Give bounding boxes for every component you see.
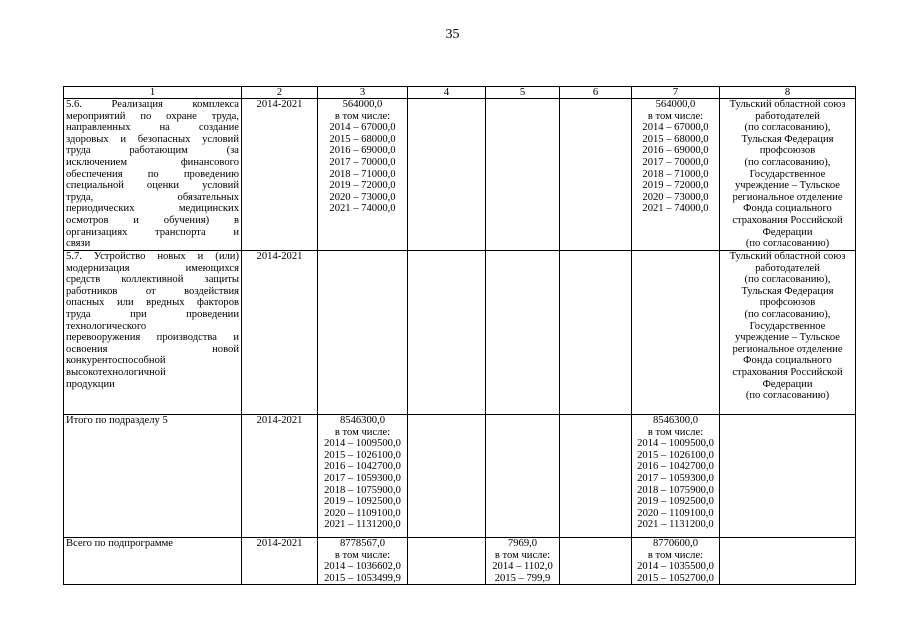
measure-name-line: труда, обязательных: [66, 191, 239, 203]
executor-cell: [720, 415, 856, 538]
executor-line: учреждение – Тульское: [734, 180, 840, 192]
funding-line: в том числе:: [647, 110, 704, 122]
funding-cell: [560, 415, 632, 538]
funding-cell: [560, 99, 632, 251]
measure-name-line: 5.7. Устройство новых и (или): [66, 251, 239, 262]
funding-line: 8778567,0: [339, 538, 386, 549]
funding-cell: [486, 99, 560, 251]
executor-line: Тульская Федерация: [741, 285, 834, 297]
funding-line: 2021 – 74000,0: [642, 203, 709, 215]
measure-name-line: работников от воздействия: [66, 285, 239, 297]
funding-line: 2014 – 1102,0: [492, 561, 553, 573]
column-header: 1: [64, 87, 242, 99]
program-table: [63, 86, 856, 585]
executor-line: профсоюзов: [759, 145, 816, 157]
executor-cell: [720, 538, 856, 585]
funding-cell: [632, 538, 720, 585]
measure-name-cell: [64, 99, 242, 251]
executor-line: региональное отделение: [732, 343, 843, 355]
funding-line: 2014 – 1009500,0: [637, 438, 714, 450]
measure-name-line: организациях транспорта и: [66, 226, 239, 238]
column-header: 5: [486, 87, 560, 99]
measure-name-line: связи: [66, 238, 91, 250]
measure-name-line: осмотров и обучения) в: [66, 214, 239, 226]
funding-line: 2020 – 1109100,0: [637, 507, 714, 519]
executor-line: Федерации: [762, 378, 813, 390]
funding-line: 2018 – 1075900,0: [324, 484, 401, 496]
measure-name-line: направленных на создание: [66, 122, 239, 134]
funding-line: в том числе:: [334, 549, 391, 561]
page-number: 35: [445, 27, 460, 42]
executor-line: Фонда социального: [743, 203, 832, 215]
funding-line: в том числе:: [494, 549, 551, 561]
measure-name-cell: [64, 538, 242, 585]
funding-cell: [318, 99, 408, 251]
executor-line: страхования Российской: [732, 214, 843, 226]
table-row: [64, 415, 856, 538]
funding-line: 2021 – 74000,0: [329, 203, 396, 215]
measure-name-line: Итого по подразделу 5: [66, 415, 168, 426]
column-header: 3: [318, 87, 408, 99]
funding-line: 2014 – 67000,0: [329, 122, 396, 134]
funding-cell: [408, 251, 486, 415]
executor-line: страхования Российской: [732, 366, 843, 378]
funding-cell: [632, 99, 720, 251]
column-number-row: [64, 87, 856, 99]
funding-line: 2017 – 70000,0: [329, 156, 396, 168]
funding-line: 2015 – 1053499,9: [324, 572, 401, 584]
measure-name-line: 5.6. Реализация комплекса: [66, 99, 239, 110]
executor-line: Федерации: [762, 226, 813, 238]
funding-line: 564000,0: [655, 99, 696, 110]
funding-cell: [560, 538, 632, 585]
funding-cell: [318, 251, 408, 415]
funding-cell: [632, 251, 720, 415]
funding-line: в том числе:: [647, 549, 704, 561]
funding-line: 2014 – 1035500,0: [637, 561, 714, 573]
funding-line: 2020 – 73000,0: [642, 191, 709, 203]
executor-cell: [720, 251, 856, 415]
funding-cell: [408, 538, 486, 585]
executor-line: Тульский областной союз: [729, 99, 846, 110]
funding-line: 2017 – 70000,0: [642, 156, 709, 168]
funding-line: в том числе:: [647, 426, 704, 438]
measure-name-cell: [64, 251, 242, 415]
column-header: 7: [632, 87, 720, 99]
funding-line: 2019 – 72000,0: [329, 180, 396, 192]
measure-name-line: мероприятий по охране труда,: [66, 110, 239, 122]
funding-line: 8546300,0: [339, 415, 386, 426]
funding-line: 2015 – 1026100,0: [637, 449, 714, 461]
funding-line: 2018 – 71000,0: [642, 168, 709, 180]
period-cell: 2014-2021: [242, 415, 318, 538]
funding-line: 8770600,0: [652, 538, 699, 549]
funding-line: 564000,0: [342, 99, 383, 110]
funding-line: 2015 – 1026100,0: [324, 449, 401, 461]
column-header: 4: [408, 87, 486, 99]
measure-name-line: Всего по подпрограмме: [66, 538, 174, 549]
funding-line: 2015 – 1052700,0: [637, 572, 714, 584]
funding-line: 2018 – 71000,0: [329, 168, 396, 180]
funding-line: 2019 – 72000,0: [642, 180, 709, 192]
measure-name-cell: [64, 415, 242, 538]
measure-name-line: перевооружения производства и: [66, 332, 239, 344]
period-cell: 2014-2021: [242, 251, 318, 415]
funding-line: 2020 – 1109100,0: [324, 507, 401, 519]
executor-line: Фонда социального: [743, 355, 832, 367]
funding-line: 2015 – 68000,0: [642, 133, 709, 145]
funding-line: 2015 – 68000,0: [329, 133, 396, 145]
funding-line: 7969,0: [507, 538, 538, 549]
period-cell: 2014-2021: [242, 99, 318, 251]
measure-name-line: периодических медицинских: [66, 203, 239, 215]
measure-name-line: труда работающим (за: [66, 145, 239, 157]
funding-line: 2015 – 799,9: [494, 572, 551, 584]
executor-line: учреждение – Тульское: [734, 332, 840, 344]
measure-name-line: продукции: [66, 378, 115, 390]
column-header: 2: [242, 87, 318, 99]
table-row: [64, 251, 856, 415]
funding-line: 2016 – 1042700,0: [637, 461, 714, 473]
funding-line: 2017 – 1059300,0: [637, 472, 714, 484]
table-row: [64, 538, 856, 585]
funding-line: 2018 – 1075900,0: [637, 484, 714, 496]
column-header: 8: [720, 87, 856, 99]
funding-line: 2014 – 1036602,0: [324, 561, 401, 573]
executor-cell: [720, 99, 856, 251]
funding-line: 8546300,0: [652, 415, 699, 426]
column-header: 6: [560, 87, 632, 99]
funding-line: 2014 – 1009500,0: [324, 438, 401, 450]
measure-name-line: исключением финансового: [66, 156, 239, 168]
executor-line: Тульский областной союз: [729, 251, 846, 262]
executor-line: (по согласованию),: [744, 274, 831, 286]
measure-name-line: здоровых и безопасных условий: [66, 133, 239, 145]
funding-line: 2016 – 1042700,0: [324, 461, 401, 473]
funding-line: в том числе:: [334, 110, 391, 122]
period-cell: 2014-2021: [242, 538, 318, 585]
executor-line: Государственное: [749, 320, 826, 332]
funding-line: в том числе:: [334, 426, 391, 438]
executor-line: (по согласованию),: [744, 122, 831, 134]
funding-line: 2017 – 1059300,0: [324, 472, 401, 484]
executor-line: Тульская Федерация: [741, 133, 834, 145]
measure-name-line: освоения новой: [66, 343, 239, 355]
funding-cell: [408, 99, 486, 251]
measure-name-line: труда при проведении: [66, 308, 239, 320]
measure-name-line: технологического: [66, 320, 147, 332]
measure-name-line: средств коллективной защиты: [66, 274, 239, 286]
measure-name-line: модернизация имеющихся: [66, 262, 239, 274]
funding-cell: [486, 251, 560, 415]
funding-line: 2020 – 73000,0: [329, 191, 396, 203]
funding-line: 2021 – 1131200,0: [637, 519, 714, 531]
funding-line: 2016 – 69000,0: [329, 145, 396, 157]
funding-cell: [486, 538, 560, 585]
measure-name-line: опасных или вредных факторов: [66, 297, 239, 309]
executor-line: (по согласованию): [745, 238, 830, 250]
funding-cell: [560, 251, 632, 415]
funding-cell: [318, 538, 408, 585]
executor-line: работодателей: [755, 110, 820, 122]
executor-line: профсоюзов: [759, 297, 816, 309]
funding-cell: [408, 415, 486, 538]
executor-line: (по согласованию): [745, 390, 830, 402]
funding-line: 2019 – 1092500,0: [324, 496, 401, 508]
funding-cell: [632, 415, 720, 538]
measure-name-line: конкурентоспособной: [66, 355, 166, 367]
executor-line: (по согласованию),: [744, 308, 831, 320]
table-row: [64, 99, 856, 251]
executor-line: работодателей: [755, 262, 820, 274]
funding-cell: [318, 415, 408, 538]
executor-line: Государственное: [749, 168, 826, 180]
executor-line: региональное отделение: [732, 191, 843, 203]
measure-name-line: специальной оценки условий: [66, 180, 239, 192]
executor-line: (по согласованию),: [744, 156, 831, 168]
funding-line: 2016 – 69000,0: [642, 145, 709, 157]
funding-line: 2019 – 1092500,0: [637, 496, 714, 508]
funding-line: 2021 – 1131200,0: [324, 519, 401, 531]
funding-line: 2014 – 67000,0: [642, 122, 709, 134]
measure-name-line: обеспечения по проведению: [66, 168, 239, 180]
funding-cell: [486, 415, 560, 538]
measure-name-line: высокотехнологичной: [66, 366, 166, 378]
